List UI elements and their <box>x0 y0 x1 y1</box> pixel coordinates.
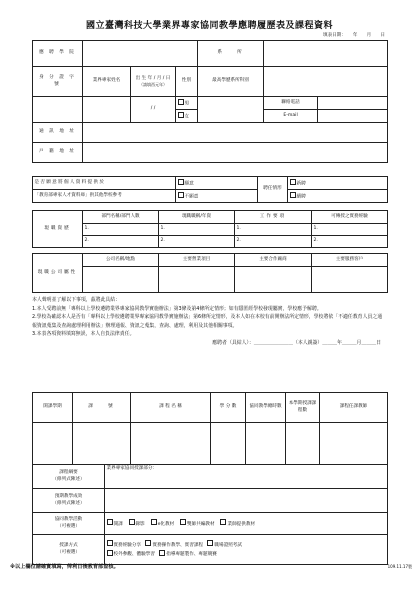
gender-label: 性別 <box>176 67 198 97</box>
method-sub: （可複選） <box>57 549 80 555</box>
course-table <box>32 392 388 465</box>
consent-yes[interactable]: 願意 <box>176 177 258 190</box>
act3-checkbox[interactable] <box>151 519 157 525</box>
outcome-value[interactable] <box>105 489 388 513</box>
course-h-credits: 學 分 數 <box>211 393 246 423</box>
address-label: 通 訊 地 址 <box>33 123 83 143</box>
phone-label: 聯絡電話 <box>264 97 318 110</box>
method-option-3[interactable]: 職場證照考試 <box>207 543 242 548</box>
status-new[interactable]: 新聘 <box>288 177 388 190</box>
activity-label: 協同教學活動 <box>54 517 83 523</box>
outcome-label-cell <box>33 489 105 513</box>
outline-value[interactable]: 業界專家協同授課部分： <box>105 465 388 489</box>
renew-checkbox[interactable] <box>290 192 296 198</box>
exp-h1: 部門名稱/部門人數 <box>83 211 159 224</box>
experience-label: 現職資歷 <box>33 211 83 248</box>
consent-table <box>32 176 388 203</box>
declaration <box>32 296 387 348</box>
consent-question2: 「教育部專家人才資料庫」供其他學校參考 <box>33 190 176 203</box>
birth-label: 出 生 年 / 月 / 日 <box>135 75 171 81</box>
degree-label: 最高學歷系所科別 <box>198 67 264 97</box>
male-checkbox[interactable] <box>178 99 184 105</box>
exp-h4: 可傳授之實務經驗 <box>312 211 388 224</box>
outline-table <box>32 464 388 565</box>
m1-checkbox[interactable] <box>107 540 113 546</box>
exp-r2c2[interactable]: 2. <box>159 236 235 248</box>
email-value[interactable] <box>318 110 388 123</box>
outcome-label: 預期教學成效 <box>54 494 83 500</box>
act-option-1[interactable]: 開課 <box>107 522 123 527</box>
name-value[interactable] <box>83 97 131 123</box>
birth-sub: （請填西元年） <box>139 82 167 88</box>
dept2-value[interactable] <box>264 41 388 67</box>
m2-checkbox[interactable] <box>145 540 151 546</box>
act-option-5[interactable]: 業師提供教材 <box>220 522 255 527</box>
method-option-1[interactable]: 實務經驗分享 <box>107 543 142 548</box>
name-label: 業界專家姓名 <box>83 67 131 97</box>
activity-label-cell <box>33 513 105 535</box>
method-label: 授課方式 <box>59 543 78 549</box>
dept-label: 應 聘 學 院 <box>33 41 83 67</box>
fill-date: 填表日期： 年 月 日 <box>322 33 385 38</box>
status-renew[interactable]: 續聘 <box>288 190 388 203</box>
page-title: 國立臺灣科技大學業界專家協同教學應聘履歷表及課程資料 <box>85 21 333 31</box>
course-v5[interactable] <box>246 423 286 465</box>
company-label: 現職公司屬性 <box>33 254 83 293</box>
address-value[interactable] <box>83 123 388 143</box>
act-option-3[interactable]: e化教材 <box>151 522 175 527</box>
consent-question1: 是否願意將個人資料提供於 <box>33 177 176 190</box>
exp-r1c3[interactable]: 1. <box>235 224 312 236</box>
course-h-semester: 開課學期 <box>33 393 73 423</box>
exp-r1c1[interactable]: 1. <box>83 224 159 236</box>
male-option[interactable]: 男 <box>176 97 198 110</box>
activity-sub: （可複選） <box>57 523 80 529</box>
dept2-label: 系 所 <box>198 41 264 67</box>
experience-table <box>32 210 388 248</box>
degree-value[interactable] <box>264 67 388 97</box>
exp-r2c4[interactable]: 2. <box>312 236 388 248</box>
comp-v4[interactable] <box>312 267 388 293</box>
m3-checkbox[interactable] <box>207 540 213 546</box>
act1-checkbox[interactable] <box>107 519 113 525</box>
comp-h1: 公司名稱/地點 <box>83 254 159 267</box>
course-h-count: 本學期授課課程數 <box>286 393 320 423</box>
act5-checkbox[interactable] <box>220 519 226 525</box>
course-v6[interactable] <box>286 423 320 465</box>
id-value[interactable] <box>33 97 83 123</box>
doc-version: 109.11.17製 <box>387 564 412 569</box>
comp-h3: 主要合作廠商 <box>235 254 312 267</box>
consent-no[interactable]: 不願意 <box>176 190 258 203</box>
method-option-4[interactable]: 校外參觀、體驗學習 <box>107 552 155 557</box>
exp-r1c2[interactable]: 1. <box>159 224 235 236</box>
phone-value[interactable] <box>318 97 388 110</box>
comp-h4: 主要服務客戶 <box>312 254 388 267</box>
course-v2[interactable] <box>73 423 131 465</box>
outline-label-cell <box>33 465 105 489</box>
outcome-sub: （條列式陳述） <box>52 500 85 506</box>
household-value[interactable] <box>83 143 388 163</box>
notice-item1: 1.本人受聘前無「專科以上學校遴聘業界專家協同教學實施辦法」第3條及第4條所定情形；如有隱匿經學校發現屬實，學校應予解聘。 <box>32 305 322 312</box>
act-option-2[interactable]: 錄影 <box>129 522 145 527</box>
birth-label-cell <box>131 67 176 97</box>
id-label: 身 分 證 字 號 <box>33 67 83 97</box>
notice-intro: 本人聲明並了解以下事項，茲將此具結： <box>32 297 121 303</box>
household-label: 戶 籍 地 址 <box>33 143 83 163</box>
course-h-teacher: 課程任課教師 <box>320 393 388 423</box>
course-v4[interactable] <box>211 423 246 465</box>
consent-no-checkbox[interactable] <box>178 192 184 198</box>
course-v7[interactable] <box>320 423 388 465</box>
dept-value[interactable] <box>83 41 198 67</box>
course-v3[interactable] <box>131 423 211 465</box>
act-option-4[interactable]: 雙師共編教材 <box>180 522 215 527</box>
female-checkbox[interactable] <box>178 112 184 118</box>
email-label: E-mail <box>264 110 318 123</box>
activity-options <box>105 513 388 535</box>
consent-yes-checkbox[interactable] <box>178 179 184 185</box>
new-hire-checkbox[interactable] <box>290 179 296 185</box>
exp-r2c3[interactable]: 2. <box>235 236 312 248</box>
exp-h3: 工作要項 <box>235 211 312 224</box>
act4-checkbox[interactable] <box>180 519 186 525</box>
method-option-2[interactable]: 實務操作教學、實習課程 <box>145 543 203 548</box>
m5-checkbox[interactable] <box>159 550 165 556</box>
status-label: 聘任情形 <box>258 177 288 203</box>
exp-h2: 現職職稱/年資 <box>159 211 235 224</box>
footer-note: ※以上欄位請確實填寫，俾利日後教育部查核。 <box>10 564 119 570</box>
outline-label: 課程綱要 <box>59 470 78 476</box>
act2-checkbox[interactable] <box>129 519 135 525</box>
comp-v3[interactable] <box>235 267 312 293</box>
company-table <box>32 253 388 293</box>
method-options <box>105 535 388 565</box>
exp-r2c1[interactable]: 2. <box>83 236 159 248</box>
female-option[interactable]: 女 <box>176 110 198 123</box>
birth-value[interactable]: / / <box>131 97 176 123</box>
comp-v2[interactable] <box>159 267 235 293</box>
notice-item2: 2.學校為確認本人是否有「專科以上學校遴聘業界專家協同教學實施辦法」第6條所定情形，及本人如在本校有前開辦法所定情形，學校將依「不適任教育人員之通報資訊蒐集及查詢處理利用辦法」辦理通報、資訊之蒐集，查詢、處理，利用及其他相關事項。 <box>32 314 383 329</box>
m4-checkbox[interactable] <box>107 550 113 556</box>
basic-info-table <box>32 40 388 163</box>
notice-item3: 3.本表各項資料填寫無誤，本人自負法律責任。 <box>32 331 135 338</box>
method-option-5[interactable]: 指導專題製作、專題競賽 <box>159 552 217 557</box>
comp-h2: 主要營業項目 <box>159 254 235 267</box>
course-h-code: 課 號 <box>73 393 131 423</box>
exp-r1c4[interactable]: 1. <box>312 224 388 236</box>
outline-sub: （條列式陳述） <box>52 476 85 482</box>
course-v1[interactable] <box>33 423 73 465</box>
degree-extra[interactable] <box>198 97 264 123</box>
method-label-cell <box>33 535 105 565</box>
course-h-cohours: 協同教學總時數 <box>246 393 286 423</box>
comp-v1[interactable] <box>83 267 159 293</box>
signature-line[interactable]: 應聘者（具結人）：＿＿＿＿＿＿＿＿（本人親簽）＿＿＿年＿＿＿月＿＿＿日 <box>212 339 381 346</box>
course-h-name: 課 程 名 稱 <box>131 393 211 423</box>
